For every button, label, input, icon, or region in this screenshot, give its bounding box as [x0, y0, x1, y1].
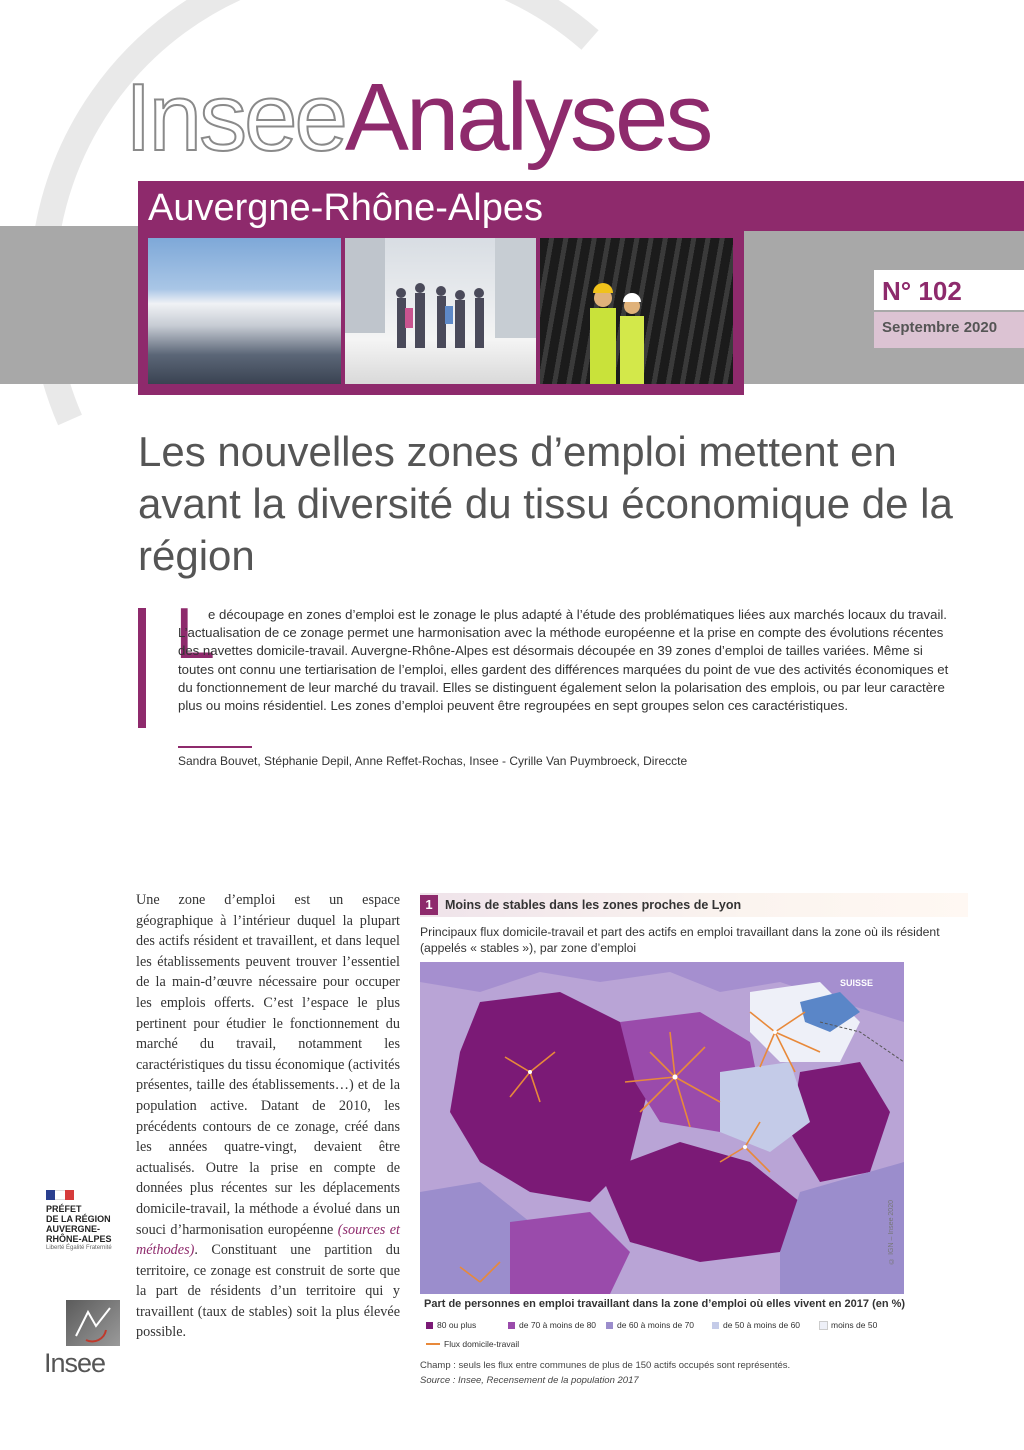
- prefet-line-2: DE LA RÉGION: [46, 1214, 111, 1224]
- figure-subtitle: Principaux flux domicile-travail et part des actifs en emploi travaillant dans la zone où ils résident (appelés « stables »), par zone d’emploi: [420, 925, 940, 955]
- insee-mark-graphic: [66, 1300, 120, 1346]
- legend-label-1: 80 ou plus: [437, 1320, 477, 1330]
- issue-date: Septembre 2020: [882, 319, 998, 336]
- insee-logo: [44, 1300, 124, 1379]
- legend-swatch-2: [508, 1322, 515, 1329]
- legend-item-1: [426, 1320, 476, 1330]
- prefet-line-3: AUVERGNE-: [46, 1224, 101, 1234]
- legend-item-4: [712, 1320, 800, 1330]
- french-flag-icon: [46, 1190, 74, 1200]
- map-country-label: SUISSE: [840, 978, 874, 988]
- legend-label-4: de 50 à moins de 60: [723, 1320, 801, 1330]
- legend-item-3: [606, 1320, 694, 1330]
- authors: Sandra Bouvet, Stéphanie Depil, Anne Reffet-Rochas, Insee - Cyrille Van Puymbroeck, Direccte: [178, 754, 688, 768]
- insee-mark-icon: [66, 1300, 120, 1346]
- issue-number: N° 102: [882, 276, 962, 306]
- lead-accent-bar: [138, 608, 146, 728]
- photo-tires-workers: [540, 238, 733, 384]
- brand-insee: Insee: [125, 64, 345, 171]
- legend-label-5: moins de 50: [831, 1320, 878, 1330]
- masthead-logo: [125, 64, 711, 171]
- lead-dropcap: L: [175, 594, 216, 674]
- brand-analyses: Analyses: [344, 64, 711, 171]
- sources-link[interactable]: (sources et méthodes): [136, 1221, 400, 1259]
- legend-label-3: de 60 à moins de 70: [617, 1320, 695, 1330]
- prefet-motto: Liberté Égalité Fraternité: [46, 1245, 112, 1251]
- figure-number: 1: [420, 895, 438, 915]
- body-text-part1: Une zone d’emploi est un espace géographique à l’intérieur duquel la plupart des actifs résident et travaillent, et dans lequel les établissements peuvent trouver l’essentiel de la main-d’œuvre nécessaire pour occuper les emplois offerts. C’est l’espace le plus pertinent pour étudier le fonctionnement du marché du travail, notamment les caractéristiques du tissu économique (activités présentes, taille des établissements…) et de la population active. Datant de 2010, les précédents contours de ce zonage, créé dans les années quatre-vingt, devaient être actualisés. Outre la prise en compte de données plus récentes sur les déplacements domicile-travail, la méthode a évolué dans un souci d’harmonisation européenne: [136, 892, 400, 1238]
- legend-swatch-3: [606, 1322, 613, 1329]
- prefet-line-1: PRÉFET: [46, 1204, 82, 1214]
- legend-swatch-5: [820, 1322, 827, 1329]
- figure-note-source: Source : Insee, Recensement de la population 2017: [420, 1375, 639, 1386]
- figure-title: Moins de stables dans les zones proches de Lyon: [445, 898, 742, 912]
- legend-title: Part de personnes en emploi travaillant dans la zone d’emploi où elles vivent en 2017 (en %): [424, 1298, 906, 1310]
- photo-mountain: [148, 238, 341, 384]
- article-title: Les nouvelles zones d’emploi mettent en avant la diversité du tissu économique de la région: [138, 428, 953, 579]
- body-paragraph: [136, 890, 400, 1343]
- body-text-part2: . Constituant une partition du territoire, ce zonage est construit de sorte que la part de résidents d’un territoire qui y travaillent (taux de stables) soit la plus élevée possible.: [136, 1242, 400, 1341]
- employment-zones-map: [420, 962, 904, 1294]
- insee-wordmark: Insee: [44, 1348, 106, 1378]
- lead-paragraph: e découpage en zones d’emploi est le zonage le plus adapté à l’étude des problématiques liées aux marchés locaux du travail. L’actualisation de ce zonage permet une harmonisation avec la méthode européenne et la prise en compte des évolutions récentes des navettes domicile-travail. Auvergne-Rhône-Alpes est désormais découpée en 39 zones d’emploi de tailles variées. Même si toutes ont connu une tertiarisation de l’emploi, elles gardent des différences marquées du point de vue des activités économiques et du fonctionnement de leur marché du travail. Elles se distinguent également selon la polarisation des emplois, ou par leur caractère plus ou moins résidentiel. Les zones d’emploi peuvent être regroupées en sept groupes selon ces caractéristiques.: [178, 607, 949, 714]
- prefet-line-4: RHÔNE-ALPES: [46, 1234, 112, 1244]
- workers-silhouettes: [540, 238, 733, 384]
- figure-note-champ: Champ : seuls les flux entre communes de plus de 150 actifs occupés sont représentés.: [420, 1360, 791, 1371]
- legend-flow-line: [426, 1343, 440, 1345]
- authors-rule: [178, 746, 252, 748]
- legend-swatch-4: [712, 1322, 719, 1329]
- legend-item-2: [508, 1320, 596, 1330]
- map-credit: © IGN – Insee 2020: [888, 1200, 895, 1264]
- legend-flow-label: Flux domicile-travail: [444, 1339, 520, 1349]
- legend-item-5: [820, 1320, 877, 1330]
- legend-swatch-1: [426, 1322, 433, 1329]
- people-silhouettes: [345, 238, 536, 384]
- region-title: Auvergne-Rhône-Alpes: [148, 187, 544, 229]
- legend-label-2: de 70 à moins de 80: [519, 1320, 597, 1330]
- prefet-logo: [46, 1190, 126, 1252]
- photo-people-walking: [345, 238, 536, 384]
- legend-flow: [426, 1339, 519, 1349]
